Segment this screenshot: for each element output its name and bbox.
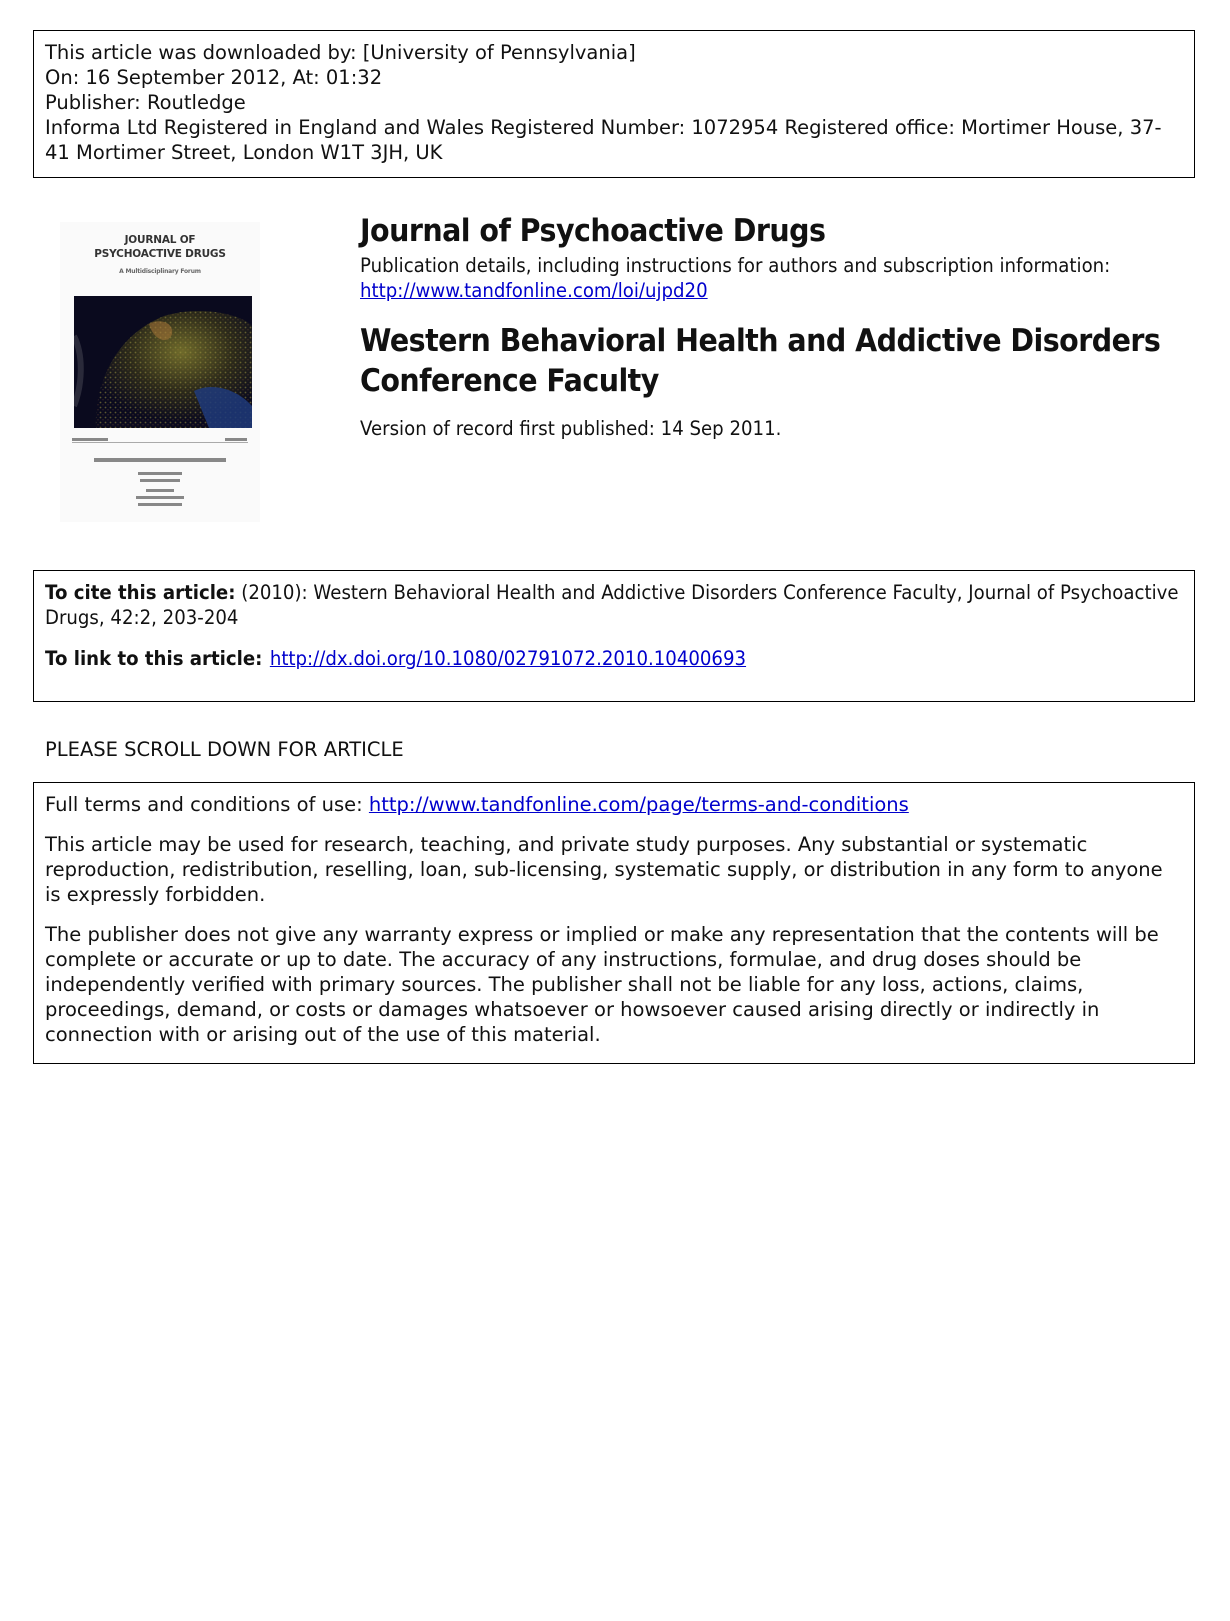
cover-subtitle: A Multidisciplinary Forum [119, 268, 201, 275]
download-source: This article was downloaded by: [University of Pennsylvania] [45, 41, 636, 64]
download-notice-box [33, 30, 1195, 178]
article-title: Western Behavioral Health and Addictive Disorders Conference Faculty [360, 323, 1161, 399]
journal-url-link[interactable]: http://www.tandfonline.com/loi/ujpd20 [360, 279, 708, 302]
cover-artwork [74, 296, 252, 428]
terms-link[interactable]: http://www.tandfonline.com/page/terms-and-conditions [368, 793, 909, 816]
terms-box [33, 782, 1195, 1064]
terms-label: Full terms and conditions of use: [45, 793, 369, 816]
cover-title-line2: PSYCHOACTIVE DRUGS [94, 248, 226, 260]
citation-box [33, 570, 1195, 702]
cover-small-text [138, 472, 182, 475]
publication-details: Publication details, including instructions for authors and subscription information: [360, 254, 1111, 277]
cover-small-text [72, 438, 108, 441]
cover-small-text [225, 438, 247, 441]
journal-title: Journal of Psychoactive Drugs [360, 213, 826, 249]
cover-rule [72, 442, 248, 443]
terms-line [45, 792, 1183, 817]
doi-link[interactable]: http://dx.doi.org/10.1080/02791072.2010.10400693 [269, 647, 747, 670]
cover-small-text [138, 503, 182, 506]
download-date: On: 16 September 2012, At: 01:32 [45, 66, 383, 89]
publisher: Publisher: Routledge [45, 91, 246, 114]
registered-office: Informa Ltd Registered in England and Wales Registered Number: 1072954 Registered office: Mortimer House, 37-41 Mortimer Street, London W1T 3JH, UK [45, 116, 1162, 164]
cite-label: To cite this article: [45, 581, 236, 604]
cover-small-text [94, 458, 226, 462]
cite-line [45, 580, 1180, 630]
terms-paragraph-usage: This article may be used for research, teaching, and private study purposes. Any substantial or systematic reproduction, redistribution, reselling, loan, sub-licensing, systematic supply, or distribution in any form to anyone is expressly forbidden. [45, 833, 1163, 906]
cite-text: (2010): Western Behavioral Health and Addictive Disorders Conference Faculty, Journal of Psychoactive Drugs, 42:2, 203-204 [45, 581, 1179, 629]
cover-small-text [146, 489, 174, 492]
link-line [45, 646, 1180, 671]
version-of-record: Version of record first published: 14 Sep 2011. [360, 417, 782, 440]
cover-title-line1: JOURNAL OF [124, 234, 196, 246]
scroll-notice: PLEASE SCROLL DOWN FOR ARTICLE [45, 738, 404, 761]
link-label: To link to this article: [45, 647, 263, 670]
terms-paragraph-warranty: The publisher does not give any warranty express or implied or make any representation that the contents will be complete or accurate or up to date. The accuracy of any instructions, formulae, and drug doses should be independently verified with primary sources. The publisher shall not be liable for any loss, actions, claims, proceedings, demand, or costs or damages whatsoever or howsoever caused arising directly or indirectly in connection with or arising out of the use of this material. [45, 923, 1159, 1046]
cover-small-text [136, 496, 184, 499]
journal-info [360, 212, 1190, 441]
journal-cover-image [60, 222, 260, 522]
cover-small-text [140, 479, 180, 482]
